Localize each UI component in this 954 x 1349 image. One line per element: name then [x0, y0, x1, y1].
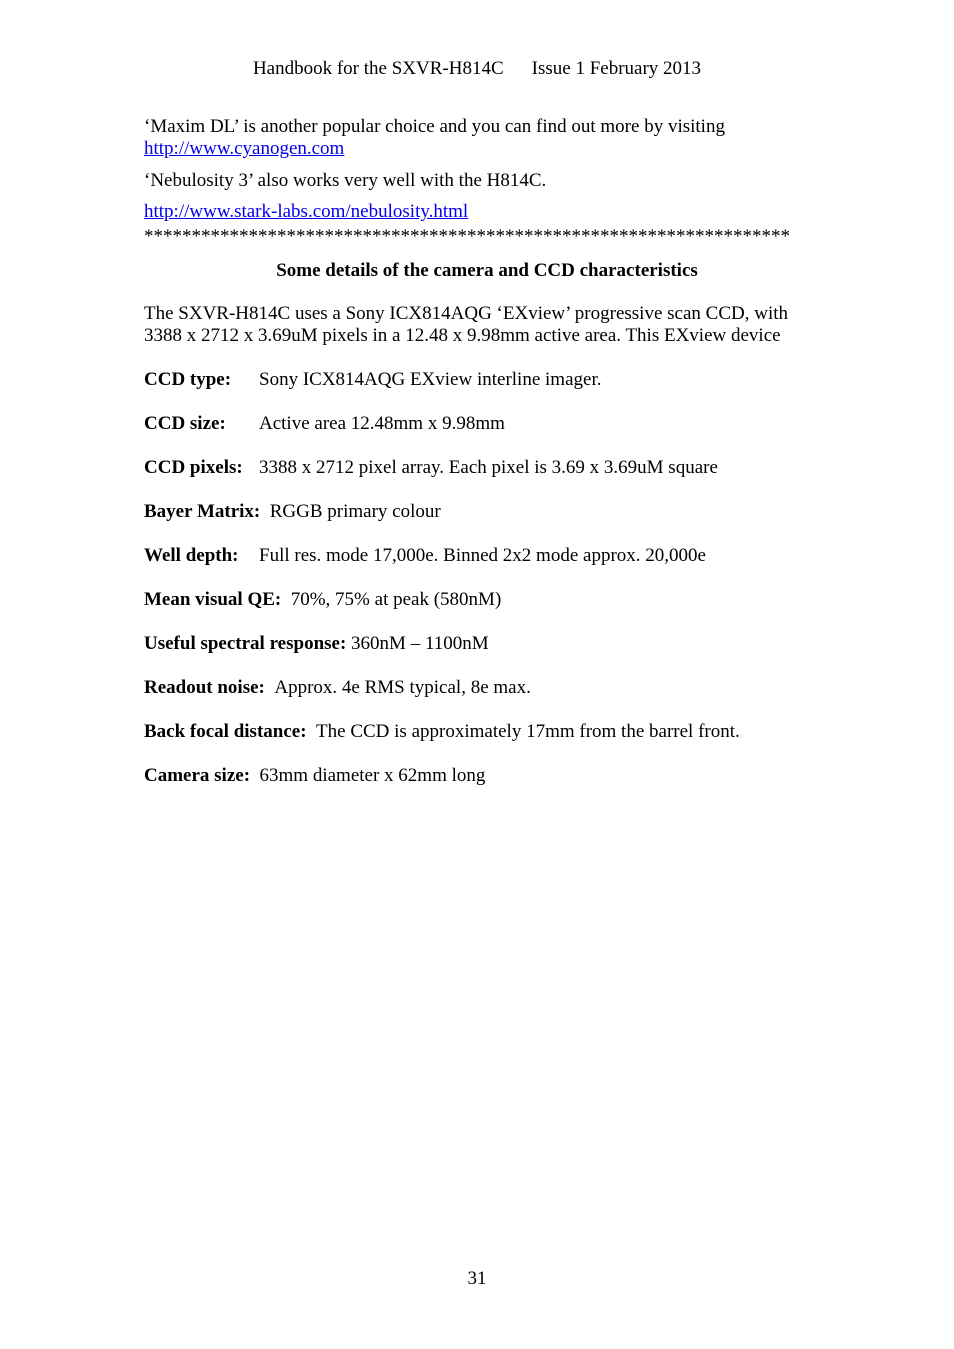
spec-label: Useful spectral response:: [144, 633, 347, 654]
spec-well-depth: [144, 545, 824, 567]
spec-ccd-size: [144, 413, 824, 435]
spec-label: Bayer Matrix:: [144, 501, 261, 522]
intro-line-2: 3388 x 2712 x 3.69uM pixels in a 12.48 x 9.98mm active area. This EXview device: [144, 325, 781, 346]
spec-readout-noise: [144, 677, 824, 699]
spec-value: RGGB primary colour: [269, 501, 441, 522]
spec-spectral-response: [144, 633, 824, 655]
spec-label: CCD type:: [144, 369, 232, 390]
cyanogen-link[interactable]: http://www.cyanogen.com: [144, 138, 345, 159]
spec-mean-visual-qe: [144, 589, 824, 611]
page-number: 31: [467, 1268, 487, 1289]
asterisk-separator: ********************************************************************: [144, 228, 790, 246]
spec-camera-size: [144, 765, 824, 787]
intro-paragraph: [144, 303, 824, 347]
intro-line-1: The SXVR-H814C uses a Sony ICX814AQG ‘EXview’ progressive scan CCD, with: [144, 303, 788, 324]
spec-label: CCD size:: [144, 413, 226, 434]
spec-value: Full res. mode 17,000e. Binned 2x2 mode approx. 20,000e: [259, 545, 706, 566]
spec-ccd-type: [144, 369, 824, 391]
maxim-paragraph: [144, 116, 824, 160]
spec-bayer-matrix: [144, 501, 824, 523]
spec-label: Camera size:: [144, 765, 251, 786]
spec-value: 360nM – 1100nM: [351, 633, 489, 654]
spec-ccd-pixels: [144, 457, 824, 479]
spec-value: Sony ICX814AQG EXview interline imager.: [259, 369, 602, 390]
stark-labs-link[interactable]: http://www.stark-labs.com/nebulosity.html: [144, 201, 469, 222]
maxim-text: ‘Maxim DL’ is another popular choice and you can find out more by visiting: [144, 116, 725, 137]
spec-label: Readout noise:: [144, 677, 265, 698]
spec-label: Well depth:: [144, 545, 239, 566]
spec-value: Approx. 4e RMS typical, 8e max.: [274, 677, 531, 698]
spec-list: [144, 369, 824, 787]
nebulosity-link-paragraph: [144, 201, 824, 223]
spec-value: 70%, 75% at peak (580nM): [290, 589, 502, 610]
spec-value: 3388 x 2712 pixel array. Each pixel is 3.69 x 3.69uM square: [259, 457, 718, 478]
spec-label: Back focal distance:: [144, 721, 307, 742]
spec-label: CCD pixels:: [144, 457, 243, 478]
spec-back-focal-distance: [144, 721, 824, 743]
header-issue: Issue 1 February 2013: [531, 58, 702, 79]
spec-label: Mean visual QE:: [144, 589, 282, 610]
section-heading: Some details of the camera and CCD characteristics: [276, 260, 698, 281]
page-header: [0, 58, 954, 80]
spec-value: 63mm diameter x 62mm long: [259, 765, 486, 786]
nebulosity-paragraph: ‘Nebulosity 3’ also works very well with the H814C.: [144, 170, 547, 191]
header-title: Handbook for the SXVR-H814C: [252, 58, 504, 79]
page-content: [144, 116, 824, 787]
spec-value: Active area 12.48mm x 9.98mm: [259, 413, 505, 434]
spec-value: The CCD is approximately 17mm from the barrel front.: [316, 721, 740, 742]
